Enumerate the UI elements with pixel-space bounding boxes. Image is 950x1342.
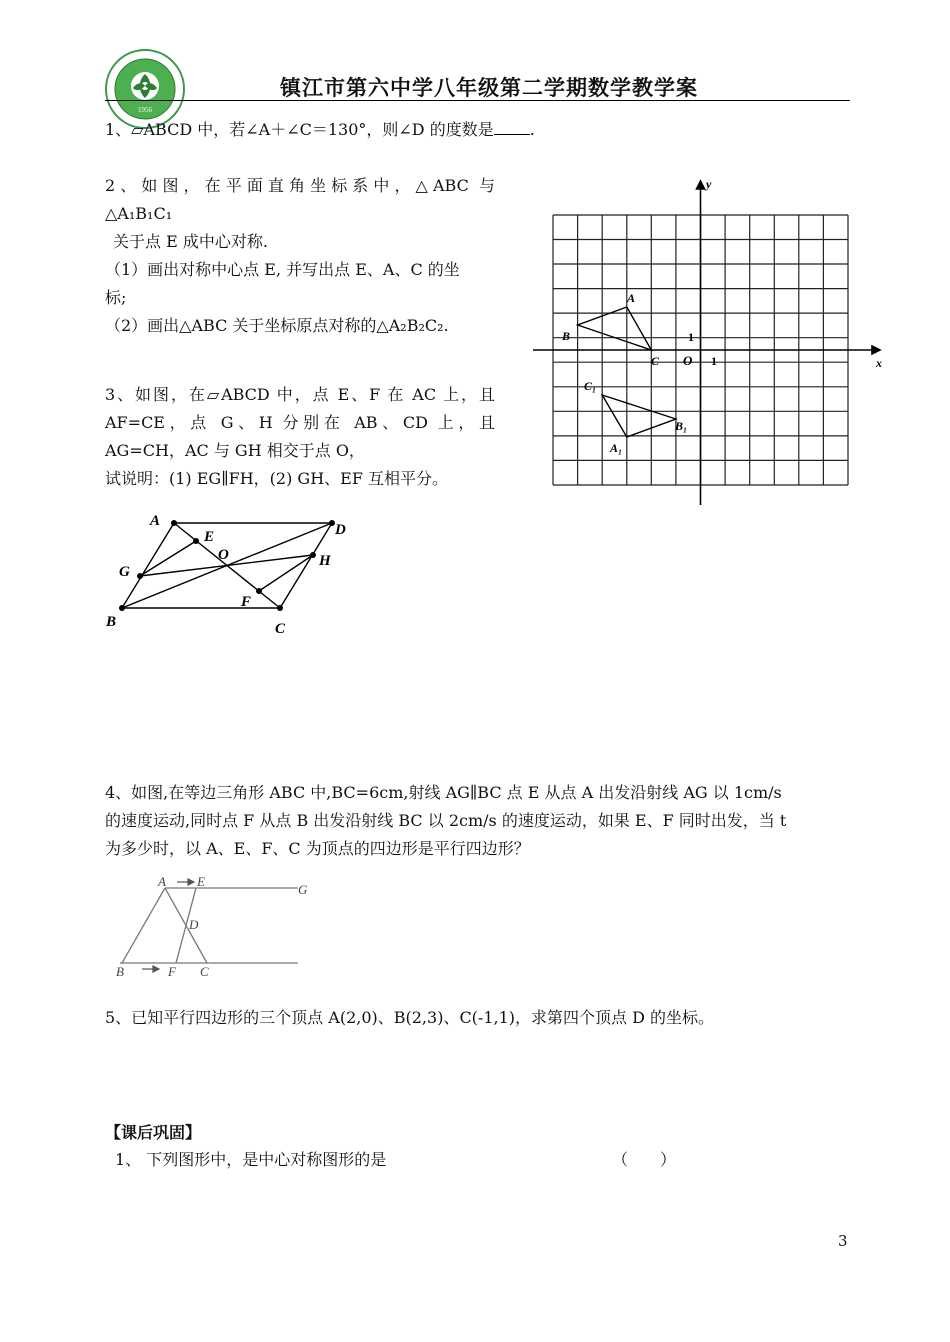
label-o: O [218,547,229,563]
coordinate-grid-figure [528,175,888,510]
point-c-label: C [651,354,660,368]
question-2-line-5: 标; [105,288,127,307]
label-e: E [204,529,215,545]
y-unit-label: 1 [688,330,694,344]
homework-item-1: 1、 下列图形中，是中心对称图形的是 [115,1150,387,1169]
label-b: B [106,614,117,630]
point-a-label: A [627,291,636,305]
parallelogram-figure [100,505,350,645]
label-h: H [319,553,331,569]
question-3-line-2: AF=CE，点 G、H 分别在 AB、CD 上，且 [105,413,495,432]
question-2-line-4: （1）画出对称中心点 E, 并写出点 E、A、C 的坐 [105,260,460,279]
y-axis-label: y [706,177,712,191]
answer-blank [494,118,530,135]
label-f: F [168,964,176,979]
question-4-line-1: 4、如图,在等边三角形 ABC 中,BC=6cm,射线 AG∥BC 点 E 从点 A 出发沿射线 AG 以 1cm/s [105,783,782,802]
x-axis-label: x [876,356,882,370]
label-d: D [189,917,199,932]
question-3-line-4: 试说明：(1) EG∥FH，(2) GH、EF 互相平分。 [105,469,449,488]
label-g: G [298,882,308,897]
question-4-line-2: 的速度运动,同时点 F 从点 B 出发沿射线 BC 以 2cm/s 的速度运动，如果 E、F 同时出发，当 t [105,811,787,830]
x-unit-label: 1 [711,354,717,368]
side-ab [122,888,165,963]
question-2-line-2: △A₁B₁C₁ [105,204,173,223]
question-5: 5、已知平行四边形的三个顶点 A(2,0)、B(2,3)、C(-1,1)，求第四个顶点 D 的坐标。 [105,1008,715,1027]
question-1-text: 1、▱ABCD 中，若∠A＋∠C＝130°，则∠D 的度数是 [105,120,494,139]
label-c: C [200,964,209,979]
label-g: G [119,564,130,580]
question-3-line-3: AG=CH，AC 与 GH 相交于点 O， [105,441,365,460]
point-c1-label: C₁ [584,379,597,393]
question-2 [105,172,495,340]
label-e: E [197,874,205,889]
page-header-title: 镇江市第六中学八年级第二学期数学教学案 [280,75,698,100]
question-1 [105,116,535,144]
header-divider [105,100,850,101]
question-3-line-1: 3、如图，在▱ABCD 中，点 E、F 在 AC 上，且 [105,385,495,404]
label-c: C [275,621,286,637]
y-axis-arrow [697,181,705,189]
label-b: B [116,964,124,979]
question-2-line-1: 2、如图，在平面直角坐标系中，△ABC 与 [105,176,495,195]
label-f: F [241,594,252,610]
label-a: A [150,513,161,529]
point-b-label: B [562,329,571,343]
homework-heading: 【课后巩固】 [105,1123,202,1142]
answer-parentheses: （ ） [612,1150,677,1169]
label-d: D [335,522,346,538]
point-b1-label: B₁ [675,419,688,433]
x-axis-arrow [872,346,880,354]
equilateral-triangle-figure [110,870,330,980]
question-2-line-3: 关于点 E 成中心对称. [113,232,268,251]
origin-label: O [683,353,693,368]
page-number: 3 [838,1232,848,1250]
point-a1-label: A₁ [610,441,623,455]
logo-year: 1956 [138,106,152,114]
question-3 [105,381,495,493]
question-4-line-3: 为多少时，以 A、E、F、C 为顶点的四边形是平行四边形？ [105,839,530,858]
question-2-line-6: （2）画出△ABC 关于坐标原点对称的△A₂B₂C₂. [105,316,449,335]
triangle-a1b1c1 [602,395,676,437]
question-1-end: . [529,120,535,139]
question-4 [105,779,850,863]
axes [533,181,880,505]
label-a: A [158,874,166,889]
